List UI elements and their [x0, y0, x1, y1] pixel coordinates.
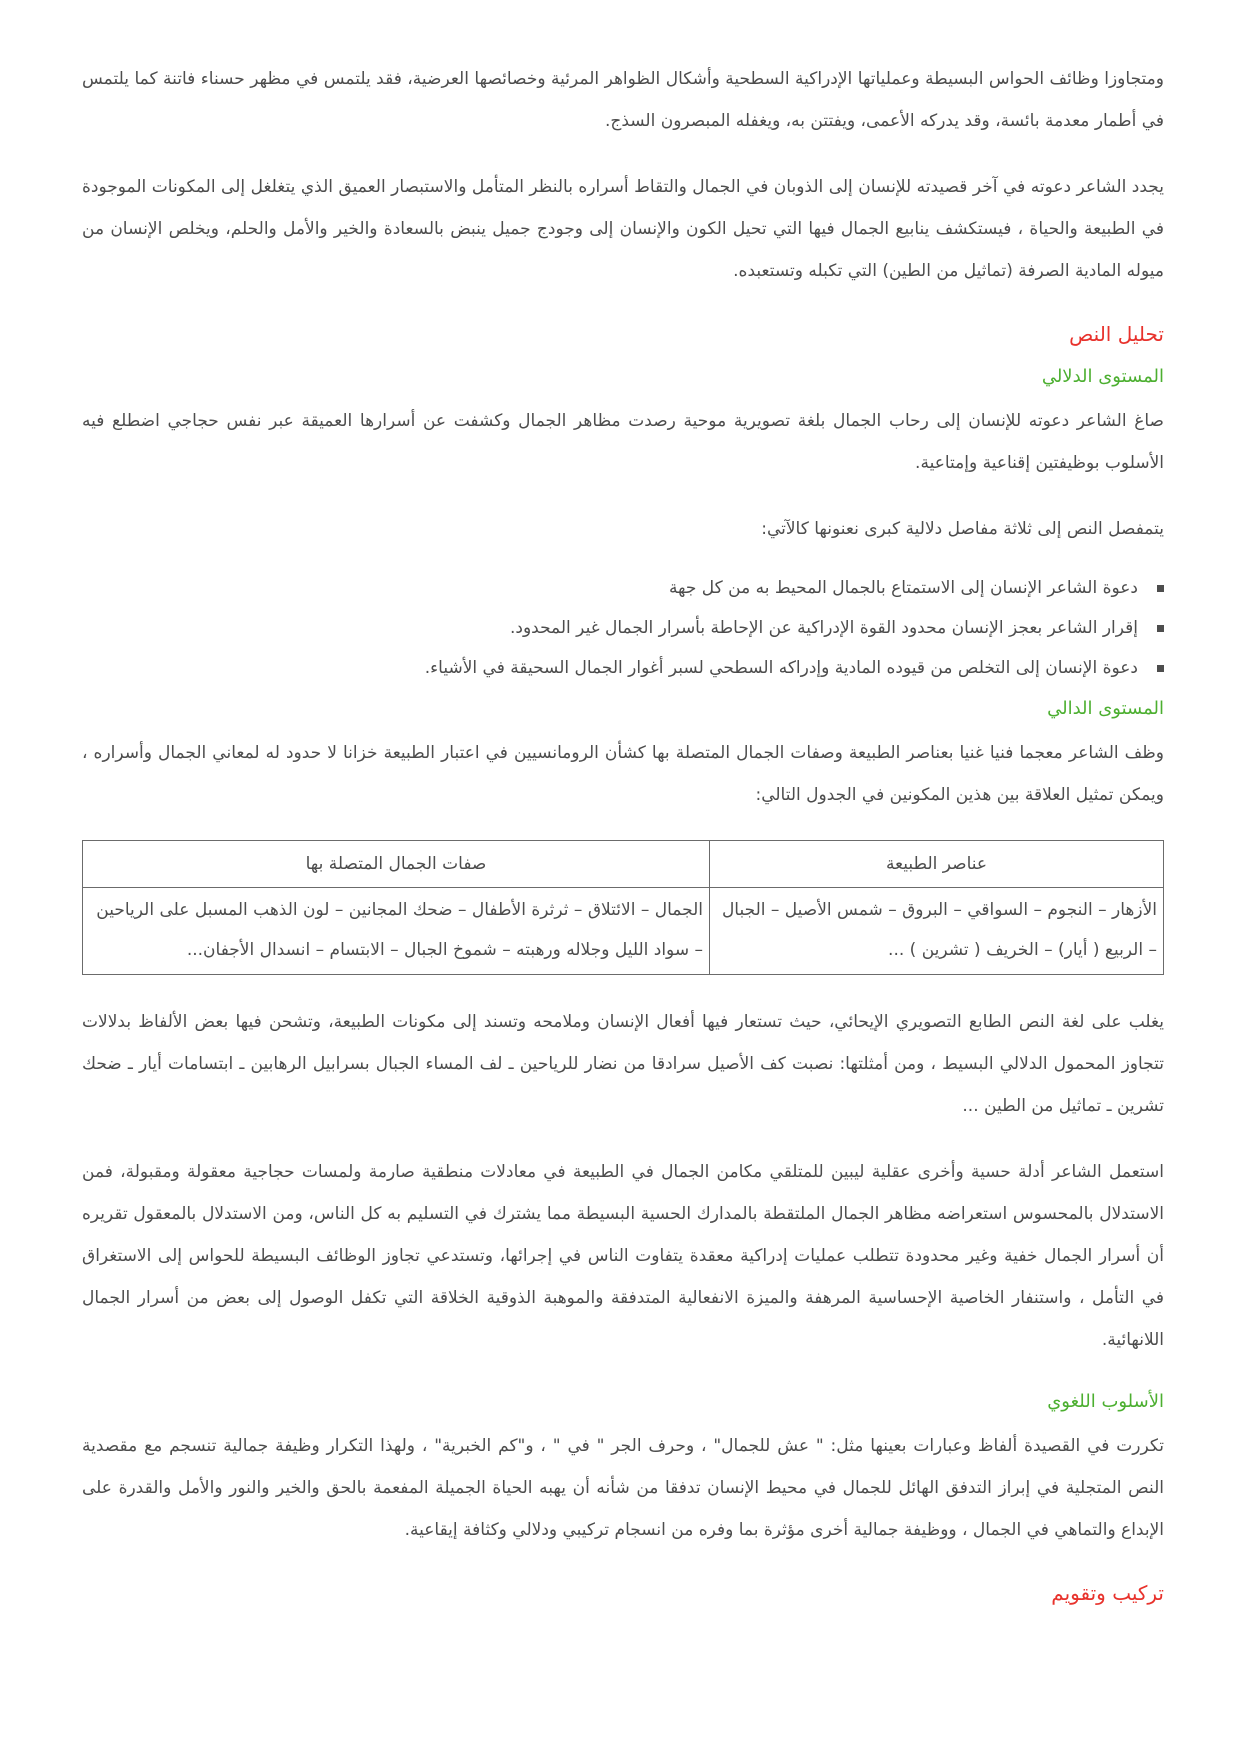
list-item-text: دعوة الإنسان إلى التخلص من قيوده المادية وإدراكه السطحي لسبر أغوار الجمال السحيقة في الأشياء. [424, 658, 1138, 678]
table-cell-nature-elements: الأزهار – النجوم – السواقي – البروق – شمس الأصيل – الجبال – الربيع ( أيار) – الخريف ( تشرين ) ... [709, 888, 1163, 975]
subsection-title-signifier-level: المستوى الدالي [1047, 698, 1164, 719]
square-bullet-icon [1157, 665, 1164, 672]
table-row [83, 888, 1164, 975]
signifier-paragraph-3: استعمل الشاعر أدلة حسية وأخرى عقلية ليبين للمتلقي مكامن الجمال في الطبيعة في معادلات منطقية صارمة ولمسات حجاجية معقولة ومقبولة، فمن الاستدلال بالمحسوس استعراضه مظاهر الجمال الملتقطة بالمدارك الحسية البسيطة مما يشترك في التسليم به كل الناس، ومن الاستدلال بالمعقول تقريره أن أسرار الجمال خفية وغير محدودة تتطلب عمليات إدراكية معقدة يتفاوت الناس في إجرائها، وتستدعي تجاوز الوظائف البسيطة للحواس إلى الاستغراق في التأمل ، واستنفار الخاصية الإحساسية المرهفة والميزة الانفعالية المتدفقة والموهبة الذوقية الخلاقة التي تكفل الوصول إلى بعض من أسرار الجمال اللانهائية. [82, 1162, 1164, 1350]
square-bullet-icon [1157, 625, 1164, 632]
signifier-paragraph-1: وظف الشاعر معجما فنيا غنيا بعناصر الطبيعة وصفات الجمال المتصلة بها كشأن الرومانسيين في اعتبار الطبيعة خزانا لا حدود له لمعاني الجمال وأسراره ، ويمكن تمثيل العلاقة بين هذين المكونين في الجدول التالي: [82, 743, 1164, 805]
subsection-title-semantic-level: المستوى الدلالي [1041, 366, 1164, 387]
list-item [82, 648, 1138, 688]
subsection-title-linguistic-style: الأسلوب اللغوي [1047, 1391, 1164, 1412]
table-cell-beauty-qualities: الجمال – الائتلاق – ثرثرة الأطفال – ضحك المجانين – لون الذهب المسبل على الرياحين – سواد الليل وجلاله ورهبته – شموخ الجبال – الابتسام – انسدال الأجفان... [83, 888, 710, 975]
semantic-paragraph-1: صاغ الشاعر دعوته للإنسان إلى رحاب الجمال بلغة تصويرية موحية رصدت مظاهر الجمال وكشفت عن أسرارها العميقة عبر نفس حجاجي اضطلع فيه الأسلوب بوظيفتين إقناعية وإمتاعية. [82, 411, 1164, 473]
signifier-paragraph-2: يغلب على لغة النص الطابع التصويري الإيحائي، حيث تستعار فيها أفعال الإنسان وملامحه وتسند إلى مكونات الطبيعة، وتشحن فيها بعض الألفاظ بدلالات تتجاوز المحمول الدلالي البسيط ، ومن أمثلتها: نصبت كف الأصيل سرادقا من نضار للرياحين ـ لف المساء الجبال بسرابيل الرهابين ـ ابتسامات أيار ـ ضحك تشرين ـ تماثيل من الطين ... [82, 1012, 1164, 1116]
list-item [82, 568, 1138, 608]
section-title-text-analysis: تحليل النص [1069, 322, 1164, 346]
list-item [82, 608, 1138, 648]
list-item-text: دعوة الشاعر الإنسان إلى الاستمتاع بالجمال المحيط به من كل جهة [668, 578, 1138, 598]
table-header-beauty-qualities: صفات الجمال المتصلة بها [83, 841, 710, 888]
square-bullet-icon [1157, 585, 1164, 592]
style-paragraph-1: تكررت في القصيدة ألفاظ وعبارات بعينها مثل: " عش للجمال" ، وحرف الجر " في " ، و"كم الخبرية" ، ولهذا التكرار وظيفة جمالية تنسجم مع مقصدية النص المتجلية في إبراز التدفق الهائل للجمال في محيط الإنسان تدفقا من شأنه أن يهبه الحياة الجميلة المفعمة بالحق والخير والنور والأمل والقدرة على الإبداع والتماهي في الجمال ، ووظيفة جمالية أخرى مؤثرة بما وفره من انسجام تركيبي ودلالي وكثافة إيقاعية. [82, 1436, 1164, 1540]
semantic-paragraph-2: يتمفصل النص إلى ثلاثة مفاصل دلالية كبرى نعنونها كالآتي: [761, 519, 1164, 539]
section-title-synthesis: تركيب وتقويم [1051, 1581, 1164, 1605]
nature-beauty-table [82, 840, 1164, 975]
intro-paragraph-1: ومتجاوزا وظائف الحواس البسيطة وعملياتها الإدراكية السطحية وأشكال الظواهر المرئية وخصائصها العرضية، فقد يلتمس في مظهر حسناء فاتنة كما يلتمس في أطمار معدمة بائسة، وقد يدركه الأعمى، ويفتتن به، ويغفله المبصرون السذج. [82, 69, 1164, 131]
semantic-points-list [82, 568, 1164, 688]
list-item-text: إقرار الشاعر بعجز الإنسان محدود القوة الإدراكية عن الإحاطة بأسرار الجمال غير المحدود. [509, 618, 1138, 638]
table-header-nature-elements: عناصر الطبيعة [709, 841, 1163, 888]
table-header-row [83, 841, 1164, 888]
intro-paragraph-2: يجدد الشاعر دعوته في آخر قصيدته للإنسان إلى الذوبان في الجمال والتقاط أسراره بالنظر المتأمل والاستبصار العميق الذي يتغلغل إلى المكونات الموجودة في الطبيعة والحياة ، فيستكشف ينابيع الجمال فيها التي تحيل الكون والإنسان إلى وجودج جميل ينبض بالسعادة والخير والأمل والحلم، ويخلص الإنسان من ميوله المادية الصرفة (تماثيل من الطين) التي تكبله وتستعبده. [82, 177, 1164, 281]
